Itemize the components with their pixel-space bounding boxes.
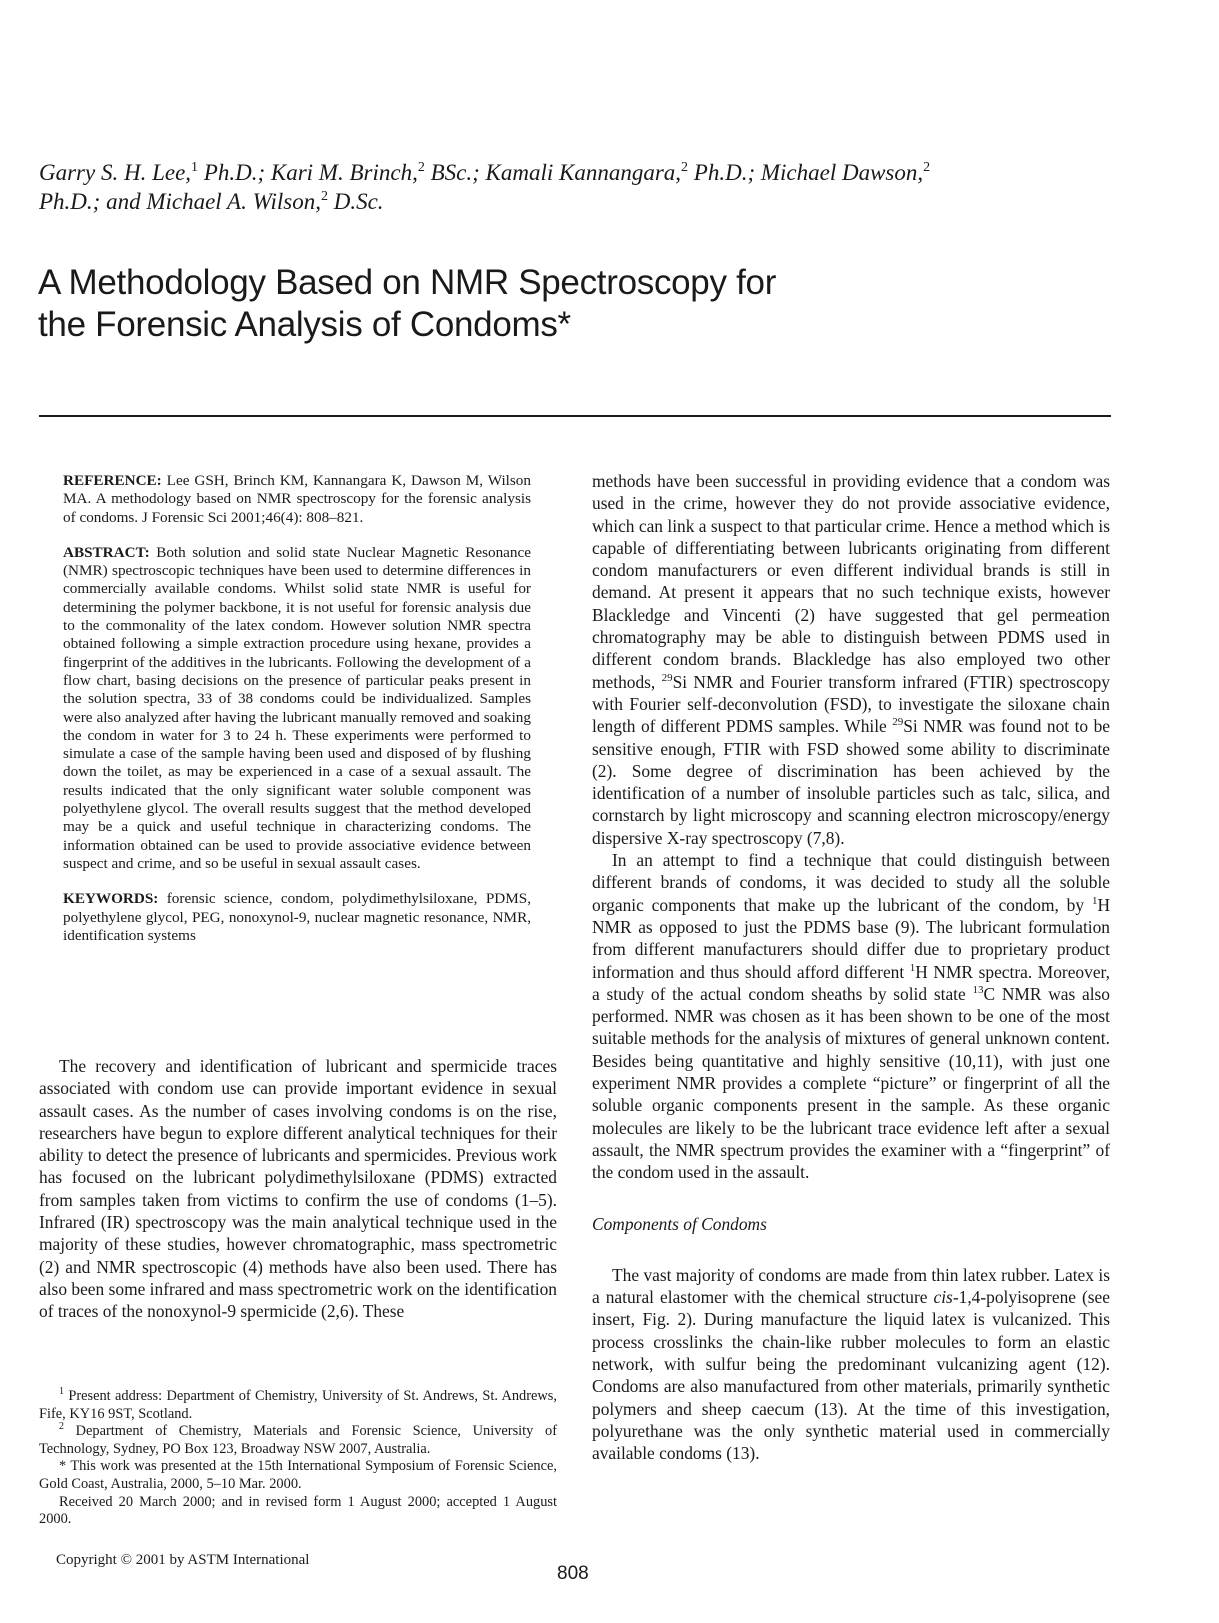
footnote-text: Present address: Department of Chemistry, University of St. Andrews, St. Andrews, Fife, KY16 9ST, Scotland. bbox=[39, 1388, 557, 1422]
author-name: Kamali Kannangara, bbox=[479, 160, 682, 185]
isotope-mark: 29 bbox=[661, 671, 673, 684]
section-heading: Components of Condoms bbox=[592, 1213, 767, 1234]
author-degree: Ph.D.; bbox=[39, 189, 101, 214]
author-name: Garry S. H. Lee, bbox=[39, 160, 192, 185]
author-degree: BSc.; bbox=[424, 160, 480, 185]
footnote-text: Department of Chemistry, Materials and Forensic Science, University of Technology, Sydney, PO Box 123, Broadway NSW 2007, Australia. bbox=[39, 1423, 557, 1457]
footnotes bbox=[39, 1388, 557, 1529]
isotope-mark: 1 bbox=[909, 961, 916, 974]
keywords-label: KEYWORDS: bbox=[63, 890, 159, 908]
affiliation-mark: 2 bbox=[320, 189, 328, 204]
footnote bbox=[39, 1388, 557, 1423]
title-divider bbox=[39, 415, 1111, 417]
body-text: H NMR spectra. Moreover, a study of the actual condom sheaths by solid state bbox=[592, 961, 1110, 1004]
author-name: Kari M. Brinch, bbox=[265, 160, 418, 185]
keywords-text: forensic science, condom, polydimethylsiloxane, PDMS, polyethylene glycol, PEG, nonoxynol-9, nuclear magnetic resonance, NMR, identification systems bbox=[63, 890, 531, 944]
reference-paragraph bbox=[63, 472, 531, 527]
abstract-label: ABSTRACT: bbox=[63, 543, 150, 561]
body-text-italic: cis bbox=[933, 1287, 953, 1308]
footnote bbox=[39, 1458, 557, 1493]
body-text: C NMR was also performed. NMR was chosen as it has been shown to be one of the most suitable methods for the analysis of mixtures of general unknown content. Besides being quantitative and highly sensitive (10,11), with just one experiment NMR provides a complete “picture” or fingerprint of all the soluble organic components present in the sample. As these organic molecules are likely to be the lubricant trace evidence left after a sexual assault, the NMR spectrum provides the examiner with a “fingerprint” of the condom used in the assault. bbox=[592, 983, 1110, 1183]
title-line-1: A Methodology Based on NMR Spectroscopy for bbox=[38, 263, 777, 302]
author-name: Michael Dawson, bbox=[755, 160, 924, 185]
body-paragraph bbox=[592, 470, 1110, 849]
reference-text: Lee GSH, Brinch KM, Kannangara K, Dawson M, Wilson MA. A methodology based on NMR spectroscopy for the forensic analysis of condoms. J Forensic Sci 2001;46(4): 808–821. bbox=[63, 472, 531, 526]
body-text: Si NMR was found not to be sensitive enough, FTIR with FSD showed some ability to discriminate (2). Some degree of discrimination has been achieved by the identification of a number of insoluble particles such as talc, silica, and cornstarch by light microscopy and scanning electron microscopy/energy dispersive X-ray spectroscopy (7,8). bbox=[592, 716, 1111, 848]
author-degree: Ph.D.; bbox=[688, 160, 756, 185]
body-column-left bbox=[39, 1055, 557, 1323]
body-paragraph: The recovery and identification of lubricant and spermicide traces associated with condom use can provide important evidence in sexual assault cases. As the number of cases involving condoms is on the rise, researchers have begun to explore different analytical techniques for their ability to detect the presence of lubricants and spermicides. Previous work has focused on the lubricant polydimethylsiloxane (PDMS) extracted from samples taken from victims to confirm the use of condoms (1–5). Infrared (IR) spectroscopy was the main analytical technique used in the majority of these studies, however chromatographic, mass spectrometric (2) and NMR spectroscopic (4) methods have also been used. There has also been some infrared and mass spectrometric work on the identification of traces of the nonoxynol-9 spermicide (2,6). These bbox=[39, 1056, 557, 1322]
body-column-right bbox=[592, 470, 1110, 1464]
author-list bbox=[39, 158, 1049, 216]
body-text: methods have been successful in providing evidence that a condom was used in the crime, however they do not provide associative evidence, which can link a suspect to that particular crime. Hence a method which is capable of differentiating between lubricants originating from different condom manufacturers or even different individual brands is still in demand. At present it appears that no such technique exists, however Blackledge and Vincenti (2) have suggested that gel permeation chromatography may be able to distinguish between PDMS used in different condom brands. Blackledge has also employed two other methods, bbox=[592, 471, 1110, 692]
keywords-paragraph bbox=[63, 890, 531, 945]
footnote-text: * This work was presented at the 15th International Symposium of Forensic Science, Gold Coast, Australia, 2000, 5–10 Mar. 2000. bbox=[39, 1458, 557, 1492]
abstract-text: Both solution and solid state Nuclear Magnetic Resonance (NMR) spectroscopic techniques have been used to determine differences in commercially available condoms. Whilst solid state NMR is useful for determining the polymer backbone, it is not useful for forensic analysis due to the commonality of the latex condom. However solution NMR spectra obtained following a simple extraction procedure using hexane, provides a fingerprint of the additives in the lubricants. Following the development of a flow chart, basing decisions on the presence of particular peaks present in the solution spectra, 33 of 38 condoms could be individualized. Samples were also analyzed after having the lubricant manually removed and soaking the condom in water for 3 to 24 h. These experiments were performed to simulate a case of the sample having been used and disposed of by flushing down the toilet, as may be experienced in a case of a sexual assault. The results indicated that the only significant water soluble component was polyethylene glycol. The overall results suggest that the method developed may be a quick and useful technique in characterizing condoms. The information obtained can be used to provide associative evidence between suspect and crime, and so be useful in sexual assault cases. bbox=[63, 543, 531, 872]
footnote bbox=[39, 1423, 557, 1458]
affiliation-mark: 1 bbox=[191, 160, 199, 175]
body-text: The vast majority of condoms are made from thin latex rubber. Latex is a natural elastomer with the chemical structure bbox=[592, 1264, 1110, 1308]
footnote-mark: 1 bbox=[59, 1386, 64, 1397]
page-number: 808 bbox=[557, 1563, 589, 1584]
copyright-notice: Copyright © 2001 by ASTM International bbox=[56, 1552, 310, 1568]
body-text: In an attempt to find a technique that could distinguish between different brands of condoms, it was decided to study all the soluble organic components that make up the lubricant of the condom, by bbox=[592, 850, 1110, 915]
affiliation-mark: 2 bbox=[417, 160, 425, 175]
isotope-mark: 29 bbox=[892, 716, 904, 729]
abstract-paragraph bbox=[63, 544, 531, 873]
footnote-text: Received 20 March 2000; and in revised form 1 August 2000; accepted 1 August 2000. bbox=[39, 1493, 557, 1528]
body-paragraph bbox=[592, 849, 1110, 1183]
author-degree: Ph.D.; bbox=[198, 160, 266, 185]
author-degree: D.Sc. bbox=[327, 189, 384, 214]
title-line-2: the Forensic Analysis of Condoms* bbox=[38, 305, 571, 344]
affiliation-mark: 2 bbox=[681, 160, 689, 175]
footnote bbox=[39, 1494, 557, 1529]
affiliation-mark: 2 bbox=[923, 160, 931, 175]
paper-title bbox=[38, 262, 938, 346]
reference-label: REFERENCE: bbox=[63, 472, 162, 489]
isotope-mark: 1 bbox=[1091, 894, 1098, 907]
body-text: -1,4-polyisoprene (see insert, Fig. 2). During manufacture the liquid latex is vulcanized. This process crosslinks the chain-like rubber molecules to form an elastic network, with sulfur being the predominant vulcanizing agent (12). Condoms are also manufactured from other materials, primarily synthetic polymers and sheep caecum (13). At the time of this investigation, polyurethane was the only synthetic material used in commercially available condoms (13). bbox=[592, 1287, 1110, 1464]
body-text: H NMR as opposed to just the PDMS base (9). The lubricant formulation from different manufacturers should differ due to proprietary product information and thus should afford different bbox=[592, 894, 1110, 982]
body-text: Si NMR and Fourier transform infrared (FTIR) spectroscopy with Fourier self-deconvolution (FSD), to investigate the siloxane chain length of different PDMS samples. While bbox=[592, 671, 1110, 737]
author-name: and Michael A. Wilson, bbox=[100, 189, 321, 214]
body-paragraph bbox=[592, 1264, 1110, 1465]
footnote-mark: 2 bbox=[59, 1421, 64, 1433]
abstract-block bbox=[63, 472, 531, 962]
isotope-mark: 13 bbox=[972, 983, 984, 996]
